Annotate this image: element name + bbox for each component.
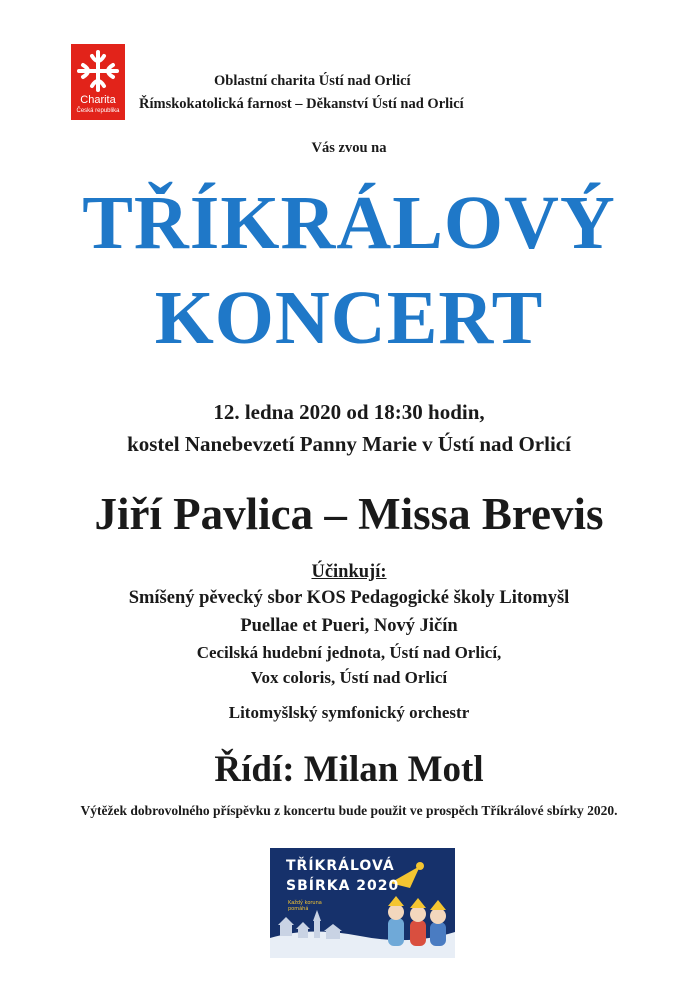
organizer-parish: Římskokatolická farnost – Děkanství Ústí nad Orlicí bbox=[139, 96, 464, 112]
badge-tagline: Každý koruna pomáhá bbox=[288, 900, 322, 912]
conductor: Řídí: Milan Motl bbox=[214, 749, 484, 790]
badge-title-line-2: SBÍRKA 2020 bbox=[286, 878, 400, 894]
sbirka-badge bbox=[270, 848, 455, 958]
organizer-charita: Oblastní charita Ústí nad Orlicí bbox=[214, 73, 411, 89]
logo-name: Charita bbox=[80, 94, 116, 106]
performer-item: Litomyšlský symfonický orchestr bbox=[228, 703, 470, 722]
title-line-1: TŘÍKRÁLOVÝ bbox=[82, 181, 616, 265]
performer-item: Puellae et Pueri, Nový Jičín bbox=[240, 616, 458, 636]
invite-text: Vás zvou na bbox=[311, 140, 387, 156]
performer-item: Cecilská hudební jednota, Ústí nad Orlicí, bbox=[196, 643, 502, 662]
proceeds-note: Výtěžek dobrovolného příspěvku z koncertu bude použit ve prospěch Tříkrálové sbírky 2020. bbox=[80, 803, 618, 818]
badge-title-line-1: TŘÍKRÁLOVÁ bbox=[286, 858, 395, 874]
performer-item: Vox coloris, Ústí nad Orlicí bbox=[250, 668, 448, 687]
title-line-2: KONCERT bbox=[154, 276, 544, 360]
piece-title: Jiří Pavlica – Missa Brevis bbox=[94, 489, 604, 539]
charita-logo bbox=[71, 44, 125, 120]
logo-subtitle: Česká republika bbox=[76, 108, 120, 114]
event-venue: kostel Nanebevzetí Panny Marie v Ústí nad Orlicí bbox=[127, 432, 571, 456]
charita-cross-icon bbox=[75, 48, 121, 94]
event-date: 12. ledna 2020 od 18:30 hodin, bbox=[213, 400, 485, 424]
performer-item: Smíšený pěvecký sbor KOS Pedagogické školy Litomyšl bbox=[128, 588, 570, 608]
performers-heading: Účinkují: bbox=[311, 562, 387, 582]
